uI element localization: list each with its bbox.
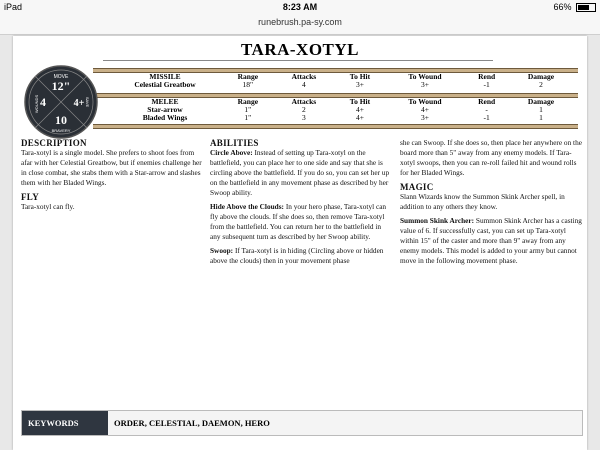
table-cell: 3: [302, 113, 306, 122]
table-cell: -: [485, 105, 488, 114]
keywords-label: KEYWORDS: [22, 411, 108, 435]
table-header: To Wound: [408, 97, 442, 106]
spell-name: Summon Skink Archer:: [400, 216, 475, 225]
column-magic: [400, 138, 582, 270]
status-bar: [0, 0, 600, 14]
battery-icon: [576, 3, 596, 12]
magic-text: Slann Wizards know the Summon Skink Archer spell, in addition to any others they know.: [400, 192, 565, 211]
weapon-name: Celestial Greatbow: [134, 80, 196, 89]
table-cell: 1: [539, 113, 543, 122]
battery-indicator: [553, 2, 596, 12]
weapon-name: Star-arrow: [147, 105, 183, 114]
table-cell: 3+: [421, 113, 429, 122]
page-title: TARA-XOTYL: [240, 40, 360, 59]
table-header: Attacks: [291, 72, 317, 81]
table-header: Damage: [527, 72, 555, 81]
table-header: Damage: [527, 97, 555, 106]
description-heading: DESCRIPTION: [21, 138, 87, 148]
table-cell: 1": [244, 113, 252, 122]
ability-text: Instead of setting up Tara-xotyl on the battlefield, you can place her to one side and say that she is circling above the battlefield. If you do so, you can set her up on the battlefield in any movement phase as described by her Swoop ability.: [210, 148, 390, 197]
spell-text: Summon Skink Archer has a casting value of 6. If successfully cast, you can set up Tara-xotyl within 15" of the caster and more than 9" away from any enemy models. This model is added to your army but cannot move in the following movement phase.: [400, 216, 582, 265]
table-cell: 2: [302, 105, 306, 114]
table-cell: 1: [539, 105, 543, 114]
save-label: SAVE: [85, 96, 90, 108]
table-cell: -1: [483, 113, 490, 122]
table-header: MISSILE: [149, 72, 181, 81]
spell-summon-skink-archer: [400, 216, 582, 266]
magic-heading: MAGIC: [400, 182, 434, 192]
table-row: [108, 114, 573, 122]
table-header: Rend: [478, 97, 496, 106]
fly-text: Tara-xotyl can fly.: [21, 202, 75, 211]
weapon-name: Bladed Wings: [142, 113, 188, 122]
table-cell: 1": [244, 105, 252, 114]
table-header: Rend: [478, 72, 496, 81]
table-header: Range: [237, 72, 259, 81]
description-text: Tara-xotyl is a single model. She prefers to shoot foes from afar with her Celestial Greatbow, but if enemies challenge her in close combat, she stabs them with a Star-arrow and slashes them with her Bladed Wings.: [21, 148, 202, 187]
table-header: MELEE: [151, 97, 179, 106]
table-cell: 4+: [355, 105, 364, 114]
table-cell: -1: [483, 80, 490, 89]
column-description: [21, 138, 206, 216]
missile-weapons-table: [108, 73, 573, 89]
title-divider: [103, 60, 493, 61]
table-header: To Wound: [408, 72, 442, 81]
table-cell: 2: [539, 80, 543, 89]
fly-heading: FLY: [21, 192, 40, 202]
ability-name: Swoop:: [210, 246, 234, 255]
keywords-bar: [21, 410, 583, 436]
decorative-band: [93, 124, 578, 129]
battery-percent: 66%: [553, 2, 572, 12]
url-text[interactable]: runebrush.pa-sy.com: [258, 17, 342, 27]
move-label: MOVE: [53, 74, 69, 80]
table-header: To Hit: [349, 72, 371, 81]
stats-medallion: [23, 64, 99, 140]
table-cell: 4: [302, 80, 306, 89]
swoop-continued-text: she can Swoop. If she does so, then place her anywhere on the board more than 5" away from any enemy models. If Tara-xotyl swoops, then you can re-roll failed hit and wound rolls for her Bladed Wings.: [400, 138, 582, 177]
ability-circle-above: [210, 148, 390, 198]
table-row: [108, 81, 573, 89]
bravery-label: BRAVERY: [51, 128, 71, 133]
table-cell: 3+: [421, 80, 429, 89]
column-abilities: [210, 138, 390, 270]
ability-name: Circle Above:: [210, 148, 253, 157]
bravery-value: 10: [55, 113, 67, 127]
table-header: To Hit: [349, 97, 371, 106]
wounds-value: 4: [40, 95, 46, 109]
move-value: 12": [51, 79, 71, 93]
table-header: Attacks: [291, 97, 317, 106]
warscroll-page: [13, 36, 587, 450]
ability-hide-above-clouds: [210, 202, 390, 242]
table-cell: 4+: [421, 105, 429, 114]
table-cell: 18": [242, 80, 254, 89]
ability-name: Hide Above the Clouds:: [210, 202, 284, 211]
table-cell: 3+: [355, 80, 364, 89]
keywords-values: ORDER, CELESTIAL, DAEMON, HERO: [114, 418, 270, 428]
wounds-label: WOUNDS: [34, 94, 39, 114]
browser-address-bar[interactable]: [0, 14, 600, 35]
ability-text: If Tara-xotyl is in hiding (Circling above or hidden above the clouds) then in your movement phase: [210, 246, 384, 265]
status-time: 8:23 AM: [282, 2, 318, 12]
device-label: iPad: [4, 2, 23, 12]
melee-weapons-table: [108, 98, 573, 122]
ability-swoop: [210, 246, 390, 266]
abilities-heading: ABILITIES: [210, 138, 259, 148]
table-cell: 4+: [355, 113, 364, 122]
save-value: 4+: [73, 98, 85, 109]
table-header: Range: [237, 97, 259, 106]
ability-text: In your hero phase, Tara-xotyl can fly above the clouds. If she does so, then remove Tara-xotyl from the battlefield. You can return her to the battlefield in any subsequent turn as described by her Swoop ability.: [210, 202, 387, 241]
